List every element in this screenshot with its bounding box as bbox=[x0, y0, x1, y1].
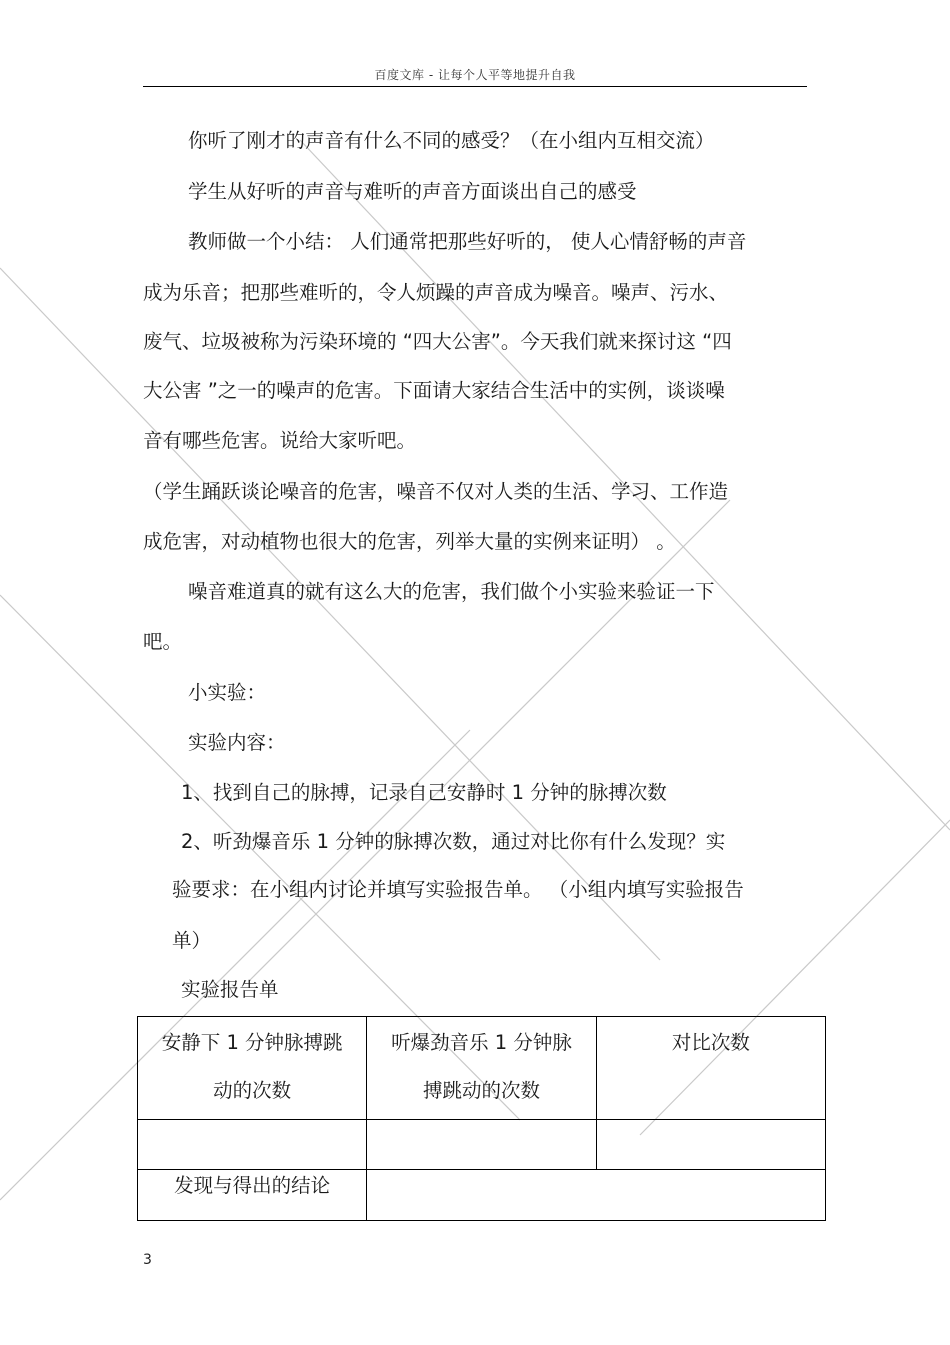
paragraph-line: 你听了刚才的声音有什么不同的感受？（在小组内互相交流） bbox=[188, 129, 715, 152]
paragraph-line: 音有哪些危害。说给大家听吧。 bbox=[143, 429, 417, 452]
paragraph-line: 学生从好听的声音与难听的声音方面谈出自己的感受 bbox=[188, 180, 637, 203]
paragraph-line: 单） bbox=[172, 929, 212, 952]
paragraph-line: 噪音难道真的就有这么大的危害，我们做个小实验来验证一下 bbox=[188, 580, 715, 603]
empty-cell bbox=[596, 1120, 825, 1170]
paragraph-line: 实验内容： bbox=[188, 731, 286, 754]
paragraph-line: 成危害，对动植物也很大的危害，列举大量的实例来证明） 。 bbox=[143, 530, 676, 553]
paragraph-line: 成为乐音；把那些难听的，令人烦躁的声音成为噪音。噪声、污水、 bbox=[143, 281, 729, 304]
table-header-row bbox=[138, 1017, 826, 1120]
paragraph-line: 2、听劲爆音乐 1 分钟的脉搏次数，通过对比你有什么发现？实 bbox=[181, 830, 726, 853]
conclusion-label: 发现与得出的结论 bbox=[138, 1170, 367, 1221]
conclusion-cell bbox=[367, 1170, 826, 1221]
header-cell-music-pulse: 听爆劲音乐 1 分钟脉 搏跳动的次数 bbox=[367, 1017, 596, 1120]
page-number: 3 bbox=[143, 1252, 152, 1268]
header-cell-comparison: 对比次数 bbox=[596, 1017, 825, 1120]
paragraph-line: 吧。 bbox=[143, 630, 183, 653]
header-title: 百度文库 - 让每个人平等地提升自我 bbox=[374, 68, 576, 82]
experiment-report-table bbox=[137, 1016, 826, 1221]
paragraph-line: （学生踊跃谈论噪音的危害，噪音不仅对人类的生活、学习、工作造 bbox=[143, 480, 729, 503]
paragraph-line: 教师做一个小结： 人们通常把那些好听的， 使人心情舒畅的声音 bbox=[188, 230, 747, 253]
conclusion-row bbox=[138, 1170, 826, 1221]
paragraph-line: 大公害 ”之一的噪声的危害。下面请大家结合生活中的实例，谈谈噪 bbox=[143, 379, 725, 402]
paragraph-line: 废气、垃圾被称为污染环境的 “四大公害”。今天我们就来探讨这 “四 bbox=[143, 330, 732, 353]
paragraph-line: 验要求：在小组内讨论并填写实验报告单。 （小组内填写实验报告 bbox=[172, 878, 744, 901]
header-divider bbox=[143, 86, 807, 87]
empty-cell bbox=[138, 1120, 367, 1170]
empty-cell bbox=[367, 1120, 596, 1170]
header-cell-quiet-pulse: 安静下 1 分钟脉搏跳 动的次数 bbox=[138, 1017, 367, 1120]
paragraph-line: 1、找到自己的脉搏，记录自己安静时 1 分钟的脉搏次数 bbox=[181, 781, 667, 804]
table-row bbox=[138, 1120, 826, 1170]
table-caption: 实验报告单 bbox=[181, 978, 279, 1001]
paragraph-line: 小实验： bbox=[188, 681, 267, 704]
